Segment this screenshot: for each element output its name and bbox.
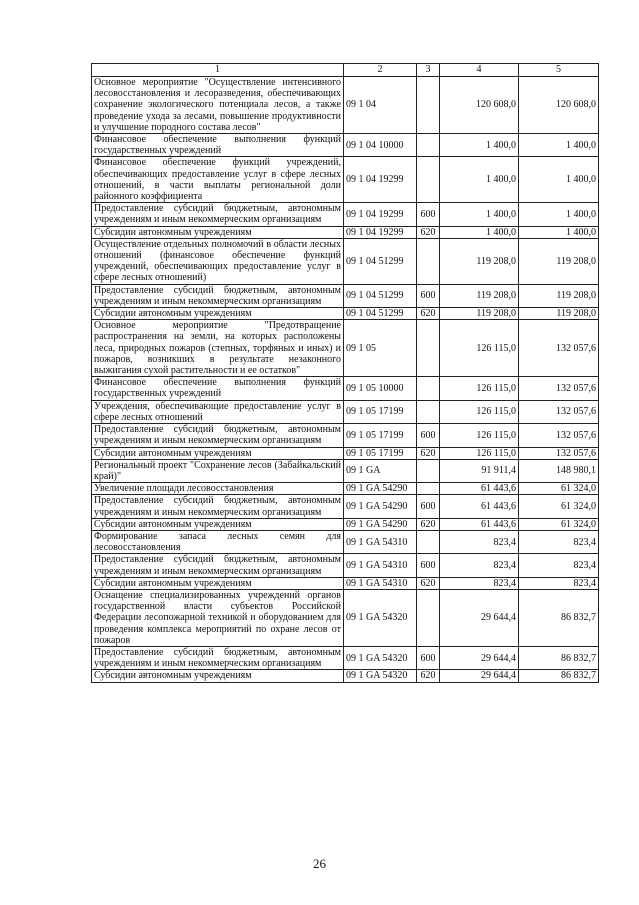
row-amount-2024-cell: 132 057,6: [519, 424, 599, 447]
row-name-cell: Оснащение специализированных учреждений органов государственной власти субъектов Российской Федерации лесопожарной техникой и оборудованием для проведения комплекса мероприятий по охране лесов от пожаров: [92, 589, 344, 646]
row-code-cell: 09 1 04 51299: [344, 284, 417, 307]
row-code-cell: 09 1 05 17199: [344, 447, 417, 459]
table-row: [92, 320, 599, 377]
row-code-cell: 09 1 05 17199: [344, 400, 417, 423]
row-amount-2023-cell: 61 443,6: [440, 518, 519, 530]
row-code-cell: 09 1 GA 54310: [344, 577, 417, 589]
row-amount-2023-cell: 126 115,0: [440, 447, 519, 459]
row-name-cell: Предоставление субсидий бюджетным, автономным учреждениям и иным некоммерческим организациям: [92, 284, 344, 307]
row-code-cell: 09 1 04 19299: [344, 203, 417, 226]
row-name-cell: Предоставление субсидий бюджетным, автономным учреждениям и иным некоммерческим организациям: [92, 495, 344, 518]
row-amount-2024-cell: 61 324,0: [519, 495, 599, 518]
row-amount-2023-cell: 823,4: [440, 577, 519, 589]
row-name-cell: Основное мероприятие "Осуществление интенсивного лесовосстановления и лесоразведения, обеспечивающих сохранение экологического потенциала лесов, а также проведение ухода за лесами, повышение продуктивности и улучшение породного состава лесов": [92, 77, 344, 134]
row-name-cell: Субсидии автономным учреждениям: [92, 447, 344, 459]
row-amount-2023-cell: 1 400,0: [440, 226, 519, 238]
row-amount-2023-cell: 120 608,0: [440, 77, 519, 134]
row-amount-2023-cell: 61 443,6: [440, 483, 519, 495]
row-code-cell: 09 1 GA 54290: [344, 495, 417, 518]
row-amount-2024-cell: 1 400,0: [519, 203, 599, 226]
table-row: [92, 589, 599, 646]
row-code-cell: 09 1 05 10000: [344, 377, 417, 400]
table-row: [92, 518, 599, 530]
row-vr-cell: 600: [417, 284, 440, 307]
row-vr-cell: [417, 157, 440, 203]
row-vr-cell: [417, 77, 440, 134]
row-code-cell: 09 1 GA 54290: [344, 483, 417, 495]
row-code-cell: 09 1 GA 54320: [344, 646, 417, 669]
row-name-cell: Предоставление субсидий бюджетным, автономным учреждениям и иным некоммерческим организациям: [92, 646, 344, 669]
row-code-cell: 09 1 04 51299: [344, 308, 417, 320]
row-code-cell: 09 1 GA 54320: [344, 670, 417, 682]
header-col-1: 1: [92, 64, 344, 77]
row-name-cell: Финансовое обеспечение выполнения функций государственных учреждений: [92, 377, 344, 400]
row-vr-cell: 620: [417, 670, 440, 682]
row-vr-cell: 620: [417, 518, 440, 530]
row-amount-2024-cell: 1 400,0: [519, 226, 599, 238]
row-vr-cell: [417, 589, 440, 646]
row-code-cell: 09 1 04 10000: [344, 134, 417, 157]
row-amount-2024-cell: 119 208,0: [519, 238, 599, 284]
row-code-cell: 09 1 04 19299: [344, 226, 417, 238]
row-code-cell: 09 1 04 51299: [344, 238, 417, 284]
table-row: [92, 238, 599, 284]
row-vr-cell: [417, 459, 440, 482]
row-amount-2024-cell: 823,4: [519, 554, 599, 577]
header-col-3: 3: [417, 64, 440, 77]
row-name-cell: Осуществление отдельных полномочий в области лесных отношений (финансовое обеспечение функций учреждений, обеспечивающих предоставление услуг в сфере лесных отношений): [92, 238, 344, 284]
table-row: [92, 530, 599, 553]
row-amount-2024-cell: 86 832,7: [519, 589, 599, 646]
table-row: [92, 646, 599, 669]
row-code-cell: 09 1 04 19299: [344, 157, 417, 203]
row-code-cell: 09 1 GA 54310: [344, 554, 417, 577]
row-vr-cell: 620: [417, 577, 440, 589]
row-name-cell: Субсидии автономным учреждениям: [92, 670, 344, 682]
table-body: [92, 77, 599, 683]
header-col-5: 5: [519, 64, 599, 77]
row-name-cell: Основное мероприятие "Предотвращение распространения на земли, на которых расположены леса, природных пожаров (степных, торфяных и иных) и пожаров, возникших в результате незаконного выжигания сухой растительности и ее остатков": [92, 320, 344, 377]
row-name-cell: Учреждения, обеспечивающие предоставление услуг в сфере лесных отношений: [92, 400, 344, 423]
row-vr-cell: 600: [417, 203, 440, 226]
row-code-cell: 09 1 04: [344, 77, 417, 134]
table-row: [92, 554, 599, 577]
table-row: [92, 377, 599, 400]
row-code-cell: 09 1 GA: [344, 459, 417, 482]
row-amount-2023-cell: 823,4: [440, 530, 519, 553]
row-name-cell: Формирование запаса лесных семян для лесовосстановления: [92, 530, 344, 553]
row-amount-2024-cell: 823,4: [519, 577, 599, 589]
row-amount-2023-cell: 61 443,6: [440, 495, 519, 518]
table-row: [92, 226, 599, 238]
budget-table: [91, 63, 599, 683]
row-amount-2024-cell: 148 980,1: [519, 459, 599, 482]
row-amount-2023-cell: 1 400,0: [440, 134, 519, 157]
table-row: [92, 308, 599, 320]
table-row: [92, 77, 599, 134]
row-name-cell: Предоставление субсидий бюджетным, автономным учреждениям и иным некоммерческим организациям: [92, 424, 344, 447]
table-row: [92, 424, 599, 447]
row-name-cell: Субсидии автономным учреждениям: [92, 518, 344, 530]
row-vr-cell: 620: [417, 226, 440, 238]
table-row: [92, 203, 599, 226]
row-amount-2024-cell: 61 324,0: [519, 483, 599, 495]
table-row: [92, 284, 599, 307]
row-name-cell: Увеличение площади лесовосстановления: [92, 483, 344, 495]
row-vr-cell: [417, 400, 440, 423]
row-amount-2024-cell: 61 324,0: [519, 518, 599, 530]
row-amount-2024-cell: 86 832,7: [519, 670, 599, 682]
row-amount-2023-cell: 126 115,0: [440, 424, 519, 447]
row-name-cell: Субсидии автономным учреждениям: [92, 577, 344, 589]
row-code-cell: 09 1 GA 54320: [344, 589, 417, 646]
row-vr-cell: [417, 483, 440, 495]
row-vr-cell: 600: [417, 495, 440, 518]
row-amount-2024-cell: 86 832,7: [519, 646, 599, 669]
row-vr-cell: 600: [417, 646, 440, 669]
row-amount-2024-cell: 1 400,0: [519, 134, 599, 157]
table-row: [92, 577, 599, 589]
row-amount-2023-cell: 29 644,4: [440, 670, 519, 682]
row-amount-2023-cell: 119 208,0: [440, 238, 519, 284]
row-code-cell: 09 1 GA 54310: [344, 530, 417, 553]
row-amount-2024-cell: 823,4: [519, 530, 599, 553]
row-amount-2024-cell: 132 057,6: [519, 447, 599, 459]
table-row: [92, 447, 599, 459]
row-amount-2023-cell: 1 400,0: [440, 157, 519, 203]
row-amount-2023-cell: 126 115,0: [440, 320, 519, 377]
table-row: [92, 400, 599, 423]
table-row: [92, 459, 599, 482]
row-vr-cell: [417, 238, 440, 284]
table-row: [92, 157, 599, 203]
row-name-cell: Предоставление субсидий бюджетным, автономным учреждениям и иным некоммерческим организациям: [92, 203, 344, 226]
table-header-row: [92, 64, 599, 77]
row-name-cell: Субсидии автономным учреждениям: [92, 308, 344, 320]
row-vr-cell: 620: [417, 447, 440, 459]
row-vr-cell: 620: [417, 308, 440, 320]
row-amount-2023-cell: 126 115,0: [440, 400, 519, 423]
table-row: [92, 483, 599, 495]
row-amount-2023-cell: 1 400,0: [440, 203, 519, 226]
table-row: [92, 670, 599, 682]
table-row: [92, 134, 599, 157]
row-name-cell: Предоставление субсидий бюджетным, автономным учреждениям и иным некоммерческим организациям: [92, 554, 344, 577]
row-amount-2023-cell: 823,4: [440, 554, 519, 577]
page-number: 26: [313, 856, 326, 871]
row-amount-2024-cell: 1 400,0: [519, 157, 599, 203]
row-code-cell: 09 1 05 17199: [344, 424, 417, 447]
row-code-cell: 09 1 GA 54290: [344, 518, 417, 530]
row-amount-2024-cell: 132 057,6: [519, 377, 599, 400]
row-vr-cell: [417, 134, 440, 157]
row-name-cell: Финансовое обеспечение функций учреждений, обеспечивающих предоставление услуг в сфере лесных отношений, в части выплаты региональной доли районного коэффициента: [92, 157, 344, 203]
table-row: [92, 495, 599, 518]
row-amount-2024-cell: 120 608,0: [519, 77, 599, 134]
row-name-cell: Субсидии автономным учреждениям: [92, 226, 344, 238]
row-amount-2023-cell: 91 911,4: [440, 459, 519, 482]
row-amount-2023-cell: 29 644,4: [440, 646, 519, 669]
row-code-cell: 09 1 05: [344, 320, 417, 377]
row-amount-2023-cell: 119 208,0: [440, 308, 519, 320]
row-amount-2023-cell: 126 115,0: [440, 377, 519, 400]
row-name-cell: Финансовое обеспечение выполнения функций государственных учреждений: [92, 134, 344, 157]
row-amount-2024-cell: 132 057,6: [519, 320, 599, 377]
row-vr-cell: 600: [417, 424, 440, 447]
row-vr-cell: [417, 530, 440, 553]
header-col-4: 4: [440, 64, 519, 77]
row-amount-2024-cell: 119 208,0: [519, 308, 599, 320]
row-amount-2024-cell: 119 208,0: [519, 284, 599, 307]
row-name-cell: Региональный проект "Сохранение лесов (Забайкальский край)": [92, 459, 344, 482]
row-vr-cell: 600: [417, 554, 440, 577]
row-vr-cell: [417, 377, 440, 400]
row-amount-2023-cell: 29 644,4: [440, 589, 519, 646]
header-col-2: 2: [344, 64, 417, 77]
row-vr-cell: [417, 320, 440, 377]
row-amount-2023-cell: 119 208,0: [440, 284, 519, 307]
row-amount-2024-cell: 132 057,6: [519, 400, 599, 423]
